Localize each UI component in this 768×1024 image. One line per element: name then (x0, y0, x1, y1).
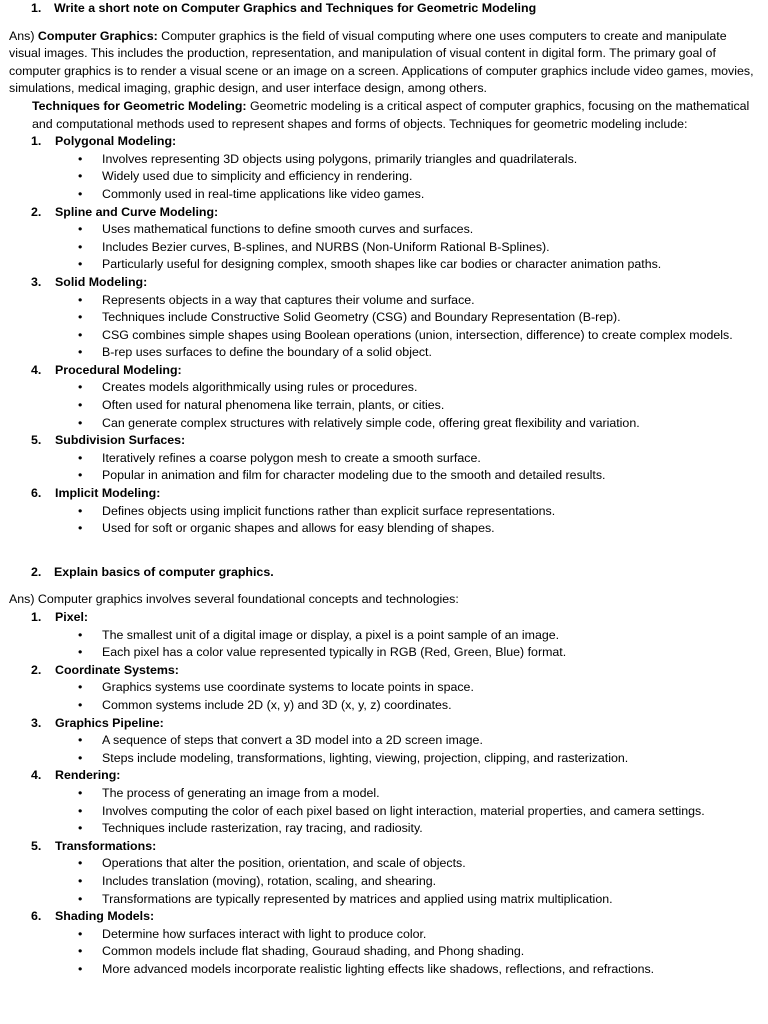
list-item-text: Widely used due to simplicity and efficiency in rendering. (102, 169, 413, 184)
topic-heading (9, 715, 768, 733)
topic-title: Shading Models: (55, 909, 155, 924)
list-item (9, 820, 768, 838)
geometric-modeling-term: Techniques for Geometric Modeling: (32, 98, 247, 113)
question-2-intro: Ans) Computer graphics involves several foundational concepts and technologies: (9, 592, 459, 607)
bullet-icon: • (78, 151, 83, 166)
list-item (9, 732, 768, 750)
list-item-text: Includes translation (moving), rotation, scaling, and shearing. (102, 873, 437, 888)
bullet-list (9, 679, 768, 714)
list-item (9, 379, 768, 397)
topic-heading (9, 274, 768, 292)
list-item (9, 943, 768, 961)
topic-heading (9, 767, 768, 785)
topic-title: Spline and Curve Modeling: (55, 204, 219, 219)
topic-heading (9, 485, 768, 503)
bullet-icon: • (78, 239, 83, 254)
list-item (9, 627, 768, 645)
bullet-icon: • (78, 680, 83, 695)
list-item-text: Graphics systems use coordinate systems to locate points in space. (102, 680, 474, 695)
list-item-text: Involves representing 3D objects using polygons, primarily triangles and quadrilaterals. (102, 151, 578, 166)
bullet-icon: • (78, 856, 83, 871)
computer-graphics-definition: Computer graphics is the field of visual computing where one uses computers to create and manipulate visual images. This includes the production, representation, and manipulation of visual content in digital form. The primary goal of computer graphics is to render a visual scene or an image on a screen. Applications of computer graphics include video games, movies, simulations, medical imaging, graphic design, and user interface design, among others. (9, 28, 754, 96)
topic-title: Transformations: (55, 838, 157, 853)
list-item-text: Iteratively refines a coarse polygon mesh to create a smooth surface. (102, 450, 481, 465)
list-item (9, 961, 768, 979)
list-item-text: Techniques include rasterization, ray tracing, and radiosity. (102, 821, 423, 836)
bullet-icon: • (78, 733, 83, 748)
list-item (9, 750, 768, 768)
topic-number: 1. (31, 134, 42, 149)
list-item-text: The process of generating an image from a model. (102, 785, 380, 800)
computer-graphics-term: Computer Graphics: (37, 28, 158, 43)
list-item (9, 926, 768, 944)
bullet-list (9, 785, 768, 838)
list-item (9, 397, 768, 415)
bullet-icon: • (78, 415, 83, 430)
topic-heading (9, 133, 768, 151)
list-item-text: Each pixel has a color value represented typically in RGB (Red, Green, Blue) format. (102, 645, 567, 660)
topic-title: Graphics Pipeline: (55, 715, 164, 730)
topic-heading (9, 609, 768, 627)
list-item-text: Includes Bezier curves, B-splines, and NURBS (Non-Uniform Rational B-Splines). (102, 239, 550, 254)
geometric-modeling-paragraph (9, 98, 768, 133)
topic-number: 5. (31, 433, 42, 448)
bullet-icon: • (78, 380, 83, 395)
list-item (9, 450, 768, 468)
bullet-list (9, 732, 768, 767)
list-item-text: Common systems include 2D (x, y) and 3D (x, y, z) coordinates. (102, 697, 452, 712)
bullet-list (9, 926, 768, 979)
list-item (9, 239, 768, 257)
bullet-icon: • (78, 750, 83, 765)
bullet-icon: • (78, 186, 83, 201)
list-item (9, 344, 768, 362)
bullet-icon: • (78, 926, 83, 941)
bullet-icon: • (78, 222, 83, 237)
topic-title: Solid Modeling: (55, 274, 148, 289)
list-item-text: Defines objects using implicit functions rather than explicit surface representations. (102, 503, 556, 518)
bullet-icon: • (78, 292, 83, 307)
bullet-icon: • (78, 645, 83, 660)
topic-number: 2. (31, 662, 42, 677)
list-item (9, 803, 768, 821)
bullet-icon: • (78, 785, 83, 800)
list-item-text: Popular in animation and film for character modeling due to the smooth and detailed results. (102, 468, 606, 483)
topic-title: Implicit Modeling: (55, 486, 161, 501)
topic-number: 4. (31, 362, 42, 377)
bullet-icon: • (78, 697, 83, 712)
topic-number: 4. (31, 768, 42, 783)
bullet-icon: • (78, 521, 83, 536)
list-item (9, 697, 768, 715)
bullet-icon: • (78, 345, 83, 360)
question-1-title: Write a short note on Computer Graphics and Techniques for Geometric Modeling (54, 1, 537, 15)
topic-number: 6. (31, 909, 42, 924)
list-item-text: Involves computing the color of each pixel based on light interaction, material properties, and camera settings. (102, 803, 705, 818)
list-item (9, 503, 768, 521)
topic-title: Rendering: (55, 768, 121, 783)
list-item (9, 292, 768, 310)
bullet-icon: • (78, 310, 83, 325)
list-item-text: Steps include modeling, transformations, lighting, viewing, projection, clipping, and rasterization. (102, 750, 629, 765)
list-item-text: A sequence of steps that convert a 3D model into a 2D screen image. (102, 733, 483, 748)
question-2-topic-list (9, 609, 768, 978)
list-item-text: Can generate complex structures with relatively simple code, offering great flexibility and variation. (102, 415, 640, 430)
question-1-topic-list (9, 133, 768, 538)
bullet-list (9, 151, 768, 204)
topic-title: Pixel: (55, 610, 89, 624)
question-1-number: 1. (31, 1, 42, 15)
bullet-list (9, 503, 768, 538)
list-item-text: Used for soft or organic shapes and allows for easy blending of shapes. (102, 521, 495, 536)
topic-heading (9, 362, 768, 380)
topic-heading (9, 838, 768, 856)
topic-heading (9, 204, 768, 222)
list-item-text: The smallest unit of a digital image or display, a pixel is a point sample of an image. (102, 627, 560, 642)
list-item-text: Determine how surfaces interact with light to produce color. (102, 926, 427, 941)
bullet-icon: • (78, 257, 83, 272)
list-item-text: Transformations are typically represented by matrices and applied using matrix multiplication. (102, 891, 613, 906)
list-item (9, 221, 768, 239)
bullet-icon: • (78, 961, 83, 976)
question-2-heading (9, 564, 768, 582)
list-item-text: Particularly useful for designing complex, smooth shapes like car bodies or character animation paths. (102, 257, 662, 272)
bullet-list (9, 855, 768, 908)
question-1-heading (9, 0, 768, 18)
list-item-text: Commonly used in real-time applications like video games. (102, 186, 425, 201)
bullet-list (9, 627, 768, 662)
list-item-text: Represents objects in a way that captures their volume and surface. (102, 292, 475, 307)
topic-heading (9, 432, 768, 450)
list-item-text: Operations that alter the position, orientation, and scale of objects. (102, 856, 466, 871)
list-item (9, 415, 768, 433)
bullet-icon: • (78, 450, 83, 465)
topic-number: 2. (31, 204, 42, 219)
list-item (9, 309, 768, 327)
list-item-text: CSG combines simple shapes using Boolean operations (union, intersection, difference) to create complex models. (102, 327, 733, 342)
bullet-list (9, 379, 768, 432)
topic-number: 3. (31, 274, 42, 289)
bullet-icon: • (78, 503, 83, 518)
list-item (9, 855, 768, 873)
list-item (9, 186, 768, 204)
topic-title: Subdivision Surfaces: (55, 433, 186, 448)
list-item (9, 644, 768, 662)
topic-number: 1. (31, 610, 42, 624)
topic-title: Procedural Modeling: (55, 362, 182, 377)
geometric-modeling-definition: Geometric modeling is a critical aspect of computer graphics, focusing on the mathematical and computational methods used to represent shapes and forms of objects. Techniques for geometric modeling include: (32, 98, 750, 131)
bullet-icon: • (78, 873, 83, 888)
list-item (9, 151, 768, 169)
bullet-icon: • (78, 398, 83, 413)
bullet-icon: • (78, 803, 83, 818)
list-item (9, 679, 768, 697)
list-item (9, 327, 768, 345)
bullet-icon: • (78, 891, 83, 906)
list-item (9, 520, 768, 538)
list-item (9, 256, 768, 274)
list-item (9, 467, 768, 485)
bullet-list (9, 221, 768, 274)
bullet-list (9, 292, 768, 362)
topic-title: Polygonal Modeling: (55, 134, 177, 149)
bullet-icon: • (78, 468, 83, 483)
list-item-text: Creates models algorithmically using rules or procedures. (102, 380, 418, 395)
list-item (9, 873, 768, 891)
bullet-icon: • (78, 821, 83, 836)
list-item-text: B-rep uses surfaces to define the boundary of a solid object. (102, 345, 432, 360)
bullet-icon: • (78, 169, 83, 184)
question-1-answer-paragraph (9, 28, 768, 98)
topic-title: Coordinate Systems: (55, 662, 179, 677)
topic-number: 5. (31, 838, 42, 853)
bullet-icon: • (78, 327, 83, 342)
bullet-icon: • (78, 944, 83, 959)
topic-number: 6. (31, 486, 42, 501)
list-item (9, 785, 768, 803)
topic-number: 3. (31, 715, 42, 730)
list-item (9, 891, 768, 909)
list-item-text: More advanced models incorporate realistic lighting effects like shadows, reflections, and refractions. (102, 961, 655, 976)
topic-heading (9, 662, 768, 680)
answer-prefix: Ans) (9, 28, 38, 43)
list-item-text: Uses mathematical functions to define smooth curves and surfaces. (102, 222, 474, 237)
list-item-text: Techniques include Constructive Solid Geometry (CSG) and Boundary Representation (B-rep). (102, 310, 621, 325)
bullet-icon: • (78, 627, 83, 642)
list-item (9, 168, 768, 186)
list-item-text: Often used for natural phenomena like terrain, plants, or cities. (102, 398, 445, 413)
question-2-number: 2. (31, 564, 42, 579)
bullet-list (9, 450, 768, 485)
list-item-text: Common models include flat shading, Gouraud shading, and Phong shading. (102, 944, 525, 959)
question-2-title: Explain basics of computer graphics. (54, 564, 274, 579)
topic-heading (9, 908, 768, 926)
